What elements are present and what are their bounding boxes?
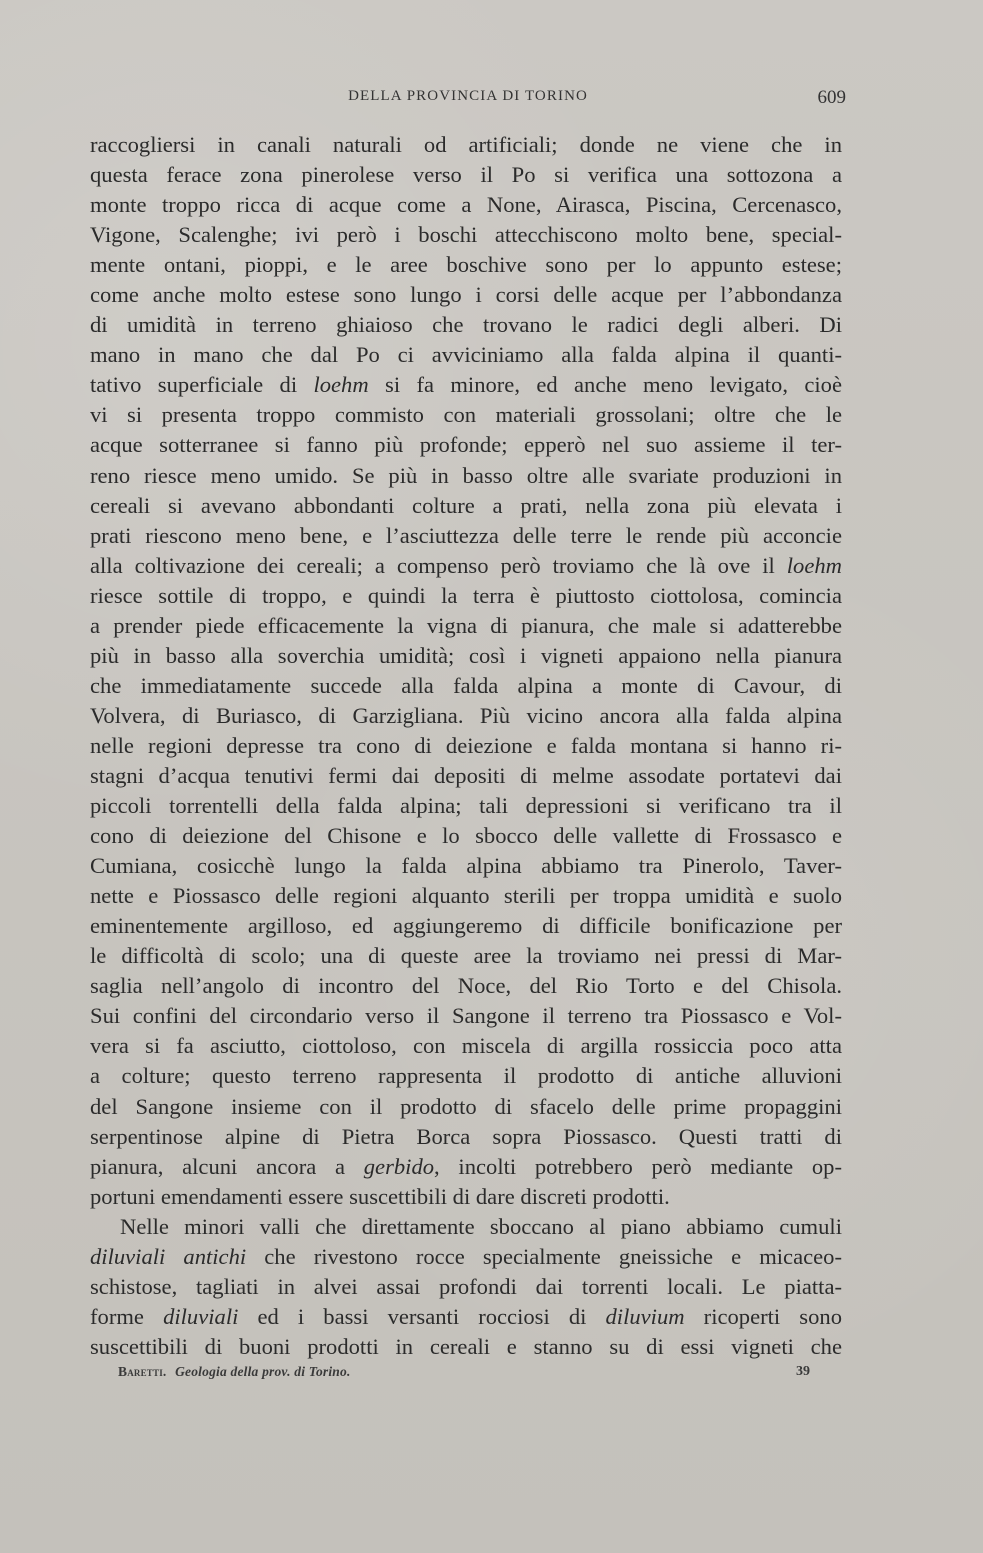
- text-line-12: [90, 461, 842, 491]
- text-fragment: , incolti potrebbero però mediante op-: [434, 1153, 842, 1179]
- text-line-4: [90, 220, 842, 250]
- text-fragment: piccoli torrentelli della falda alpina; tali depressioni si verificano tra il: [90, 793, 842, 819]
- text-fragment: schistose, tagliati in alvei assai profondi dai torrenti locali. Le piatta-: [90, 1273, 842, 1299]
- text-fragment: serpentinose alpine di Pietra Borca sopra Piossasco. Questi tratti di: [90, 1123, 842, 1149]
- text-fragment: vera si fa asciutto, ciottoloso, con miscela di argilla rossiccia poco atta: [90, 1033, 842, 1059]
- text-line-20: [90, 701, 842, 731]
- text-line-1: [90, 130, 842, 160]
- text-fragment: saglia nell’angolo di incontro del Noce, del Rio Torto e del Chisola.: [90, 973, 842, 999]
- text-fragment: reno riesce meno umido. Se più in basso oltre alle svariate produzioni in: [90, 462, 842, 488]
- text-fragment: le difficoltà di scolo; una di queste aree la troviamo nei pressi di Mar-: [90, 943, 842, 969]
- page-footer: [118, 1364, 838, 1386]
- text-line-30: [90, 1001, 842, 1031]
- text-line-37: [90, 1212, 842, 1242]
- text-line-11: [90, 430, 842, 460]
- text-fragment: raccogliersi in canali naturali od artificiali; donde ne viene che in: [90, 132, 842, 157]
- text-fragment: ed i bassi versanti rocciosi di: [238, 1303, 606, 1329]
- text-fragment: Cumiana, cosicchè lungo la falda alpina abbiamo tra Pinerolo, Taver-: [90, 853, 842, 879]
- text-fragment: del Sangone insieme con il prodotto di sfacelo delle prime propaggini: [90, 1093, 842, 1119]
- text-line-2: [90, 160, 842, 190]
- text-line-6: [90, 280, 842, 310]
- text-line-19: [90, 671, 842, 701]
- text-line-21: [90, 731, 842, 761]
- text-fragment: più in basso alla soverchia umidità; così i vigneti appaiono nella pianura: [90, 642, 842, 668]
- text-line-22: [90, 761, 842, 791]
- italic-word: gerbido: [363, 1153, 435, 1179]
- text-fragment: si fa minore, ed anche meno levigato, cioè: [368, 372, 842, 398]
- text-fragment: riesce sottile di troppo, e quindi la terra è piuttosto ciottolosa, comincia: [90, 582, 842, 608]
- text-fragment: portuni emendamenti essere suscettibili di dare discreti prodotti.: [90, 1183, 670, 1209]
- text-line-18: [90, 641, 842, 671]
- text-fragment: tativo superficiale di: [90, 372, 314, 398]
- text-line-24: [90, 821, 842, 851]
- text-line-28: [90, 941, 842, 971]
- text-fragment: monte troppo ricca di acque come a None, Airasca, Piscina, Cercenasco,: [90, 192, 842, 218]
- text-line-36: [90, 1182, 842, 1212]
- italic-word: diluviali: [163, 1303, 239, 1329]
- text-fragment: prati riescono meno bene, e l’asciuttezza delle terre le rende più acconcie: [90, 522, 842, 548]
- text-fragment: Volvera, di Buriasco, di Garzigliana. Più vicino ancora alla falda alpina: [90, 702, 842, 728]
- text-line-27: [90, 911, 842, 941]
- text-line-10: [90, 400, 842, 430]
- text-line-38: [90, 1242, 842, 1272]
- text-fragment: suscettibili di buoni prodotti in cereali e stanno su di essi vigneti che: [90, 1333, 842, 1359]
- body-text: [90, 130, 842, 1362]
- text-fragment: ricoperti sono: [684, 1303, 842, 1329]
- italic-word: loehm: [313, 372, 369, 398]
- text-line-9: [90, 370, 842, 400]
- text-line-40: [90, 1302, 842, 1332]
- text-fragment: mano in mano che dal Po ci avviciniamo alla falda alpina il quanti-: [90, 342, 842, 368]
- text-line-32: [90, 1061, 842, 1091]
- text-line-5: [90, 250, 842, 280]
- italic-word: diluvium: [605, 1303, 685, 1329]
- text-fragment: Sui confini del circondario verso il Sangone il terreno tra Piossasco e Vol-: [90, 1003, 842, 1029]
- text-fragment: Vigone, Scalenghe; ivi però i boschi attecchiscono molto bene, special-: [90, 222, 842, 248]
- text-fragment: vi si presenta troppo commisto con materiali grossolani; oltre che le: [90, 402, 842, 428]
- text-fragment: alla coltivazione dei cereali; a compenso però troviamo che là ove il: [90, 552, 787, 578]
- text-line-8: [90, 340, 842, 370]
- text-fragment: che rivestono rocce specialmente gneissiche e micaceo-: [246, 1243, 842, 1269]
- text-line-16: [90, 581, 842, 611]
- text-fragment: pianura, alcuni ancora a: [90, 1153, 364, 1179]
- text-fragment: nette e Piossasco delle regioni alquanto sterili per troppa umidità e suolo: [90, 883, 842, 909]
- text-fragment: Nelle minori valli che direttamente sboccano al piano abbiamo cumuli: [120, 1213, 842, 1239]
- text-fragment: cono di deiezione del Chisone e lo sbocco delle vallette di Frossasco e: [90, 823, 842, 849]
- running-title: DELLA PROVINCIA DI TORINO: [348, 88, 588, 104]
- text-fragment: come anche molto estese sono lungo i corsi delle acque per l’abbondanza: [90, 282, 842, 308]
- text-fragment: mente ontani, pioppi, e le aree boschive sono per lo appunto estese;: [90, 252, 842, 278]
- text-line-17: [90, 611, 842, 641]
- italic-phrase: diluviali antichi: [90, 1243, 247, 1269]
- text-line-33: [90, 1092, 842, 1122]
- running-header: [90, 88, 846, 112]
- italic-word: loehm: [786, 552, 842, 578]
- text-line-39: [90, 1272, 842, 1302]
- text-line-31: [90, 1031, 842, 1061]
- text-line-15: [90, 551, 842, 581]
- text-line-23: [90, 791, 842, 821]
- footer-author: Baretti.: [118, 1364, 167, 1379]
- text-fragment: a colture; questo terreno rappresenta il prodotto di antiche alluvioni: [90, 1063, 842, 1089]
- text-fragment: di umidità in terreno ghiaioso che trovano le radici degli alberi. Di: [90, 312, 842, 338]
- footer-book-title: Geologia della prov. di Torino.: [175, 1364, 351, 1379]
- text-line-3: [90, 190, 842, 220]
- text-fragment: a prender piede efficacemente la vigna di pianura, che male si adatterebbe: [90, 612, 842, 638]
- text-line-14: [90, 521, 842, 551]
- text-line-26: [90, 881, 842, 911]
- text-fragment: forme: [90, 1303, 164, 1329]
- text-line-25: [90, 851, 842, 881]
- text-line-35: [90, 1152, 842, 1182]
- page-number: 609: [817, 87, 846, 108]
- footer-citation: [118, 1364, 351, 1380]
- signature-mark: 39: [796, 1364, 810, 1379]
- text-fragment: acque sotterranee si fanno più profonde; epperò nel suo assieme il ter-: [90, 432, 842, 458]
- text-fragment: nelle regioni depresse tra cono di deiezione e falda montana si hanno ri-: [90, 732, 842, 758]
- text-fragment: questa ferace zona pinerolese verso il Po si verifica una sottozona a: [90, 162, 842, 188]
- text-fragment: cereali si avevano abbondanti colture a prati, nella zona più elevata i: [90, 492, 842, 518]
- text-fragment: stagni d’acqua tenutivi fermi dai depositi di melme assodate portatevi dai: [90, 762, 842, 788]
- text-line-34: [90, 1122, 842, 1152]
- text-fragment: che immediatamente succede alla falda alpina a monte di Cavour, di: [90, 672, 842, 698]
- text-line-41: [90, 1332, 842, 1362]
- text-line-29: [90, 971, 842, 1001]
- text-fragment: eminentemente argilloso, ed aggiungeremo di difficile bonificazione per: [90, 913, 842, 939]
- text-line-7: [90, 310, 842, 340]
- text-line-13: [90, 491, 842, 521]
